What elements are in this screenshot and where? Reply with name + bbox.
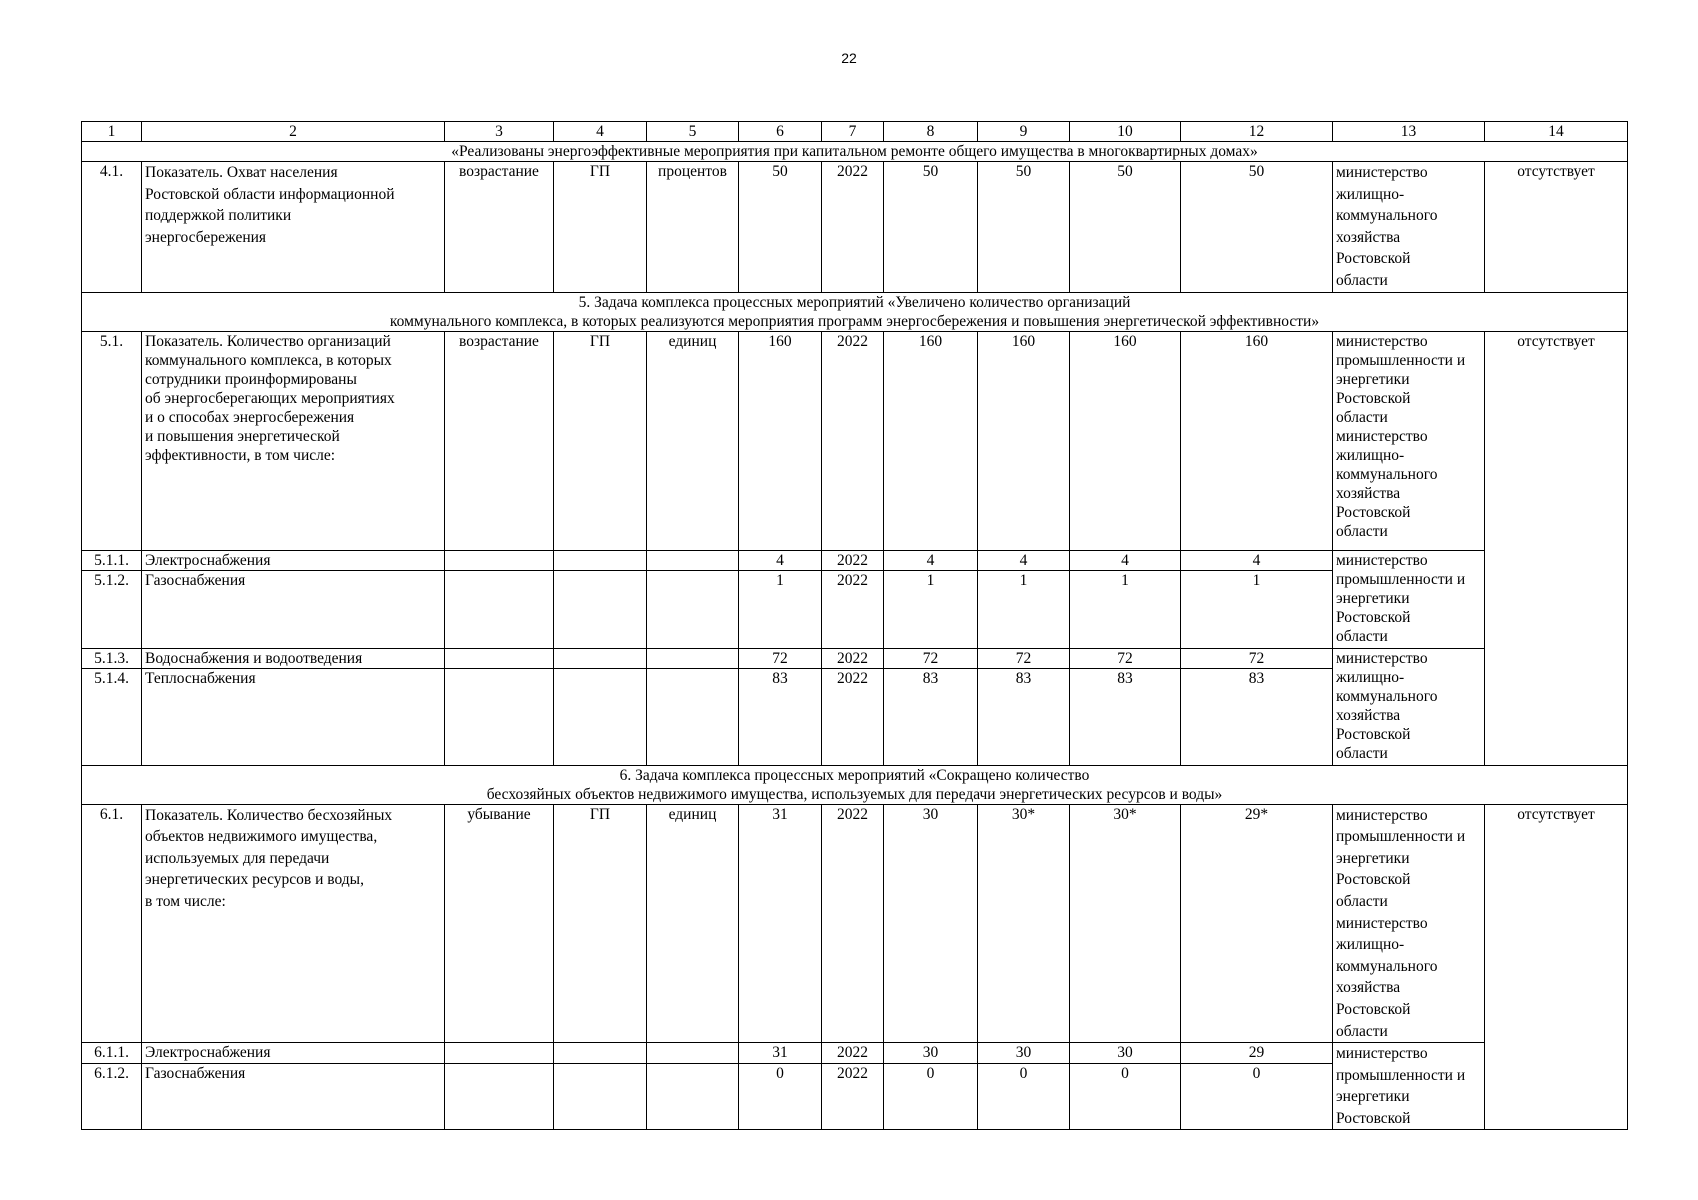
text-line: коммунального комплекса, в которых xyxy=(145,351,392,369)
indicator-name: Водоснабжения и водоотведения xyxy=(142,648,445,668)
row-number: 5.1.3. xyxy=(82,648,142,668)
base-value: 31 xyxy=(739,1043,822,1064)
value-cell: 30* xyxy=(978,804,1070,1043)
table-row xyxy=(82,331,1628,550)
text-line: области xyxy=(1336,744,1388,762)
header-cell: 10 xyxy=(1070,122,1181,142)
base-year: 2022 xyxy=(822,1043,884,1064)
section-title-line: коммунального комплекса, в которых реализуются мероприятия программ энергосбережения и повышения энергетической эффективности» xyxy=(389,312,1320,330)
header-cell: 6 xyxy=(739,122,822,142)
base-year: 2022 xyxy=(822,668,884,765)
text-line: используемых для передачи xyxy=(145,849,330,867)
indicator-name: Газоснабжения xyxy=(142,1064,445,1130)
row-number: 6.1.2. xyxy=(82,1064,142,1130)
base-year: 2022 xyxy=(822,331,884,550)
section-title xyxy=(82,292,1628,331)
base-value: 50 xyxy=(739,162,822,293)
table-row xyxy=(82,648,1628,668)
text-line: министерство xyxy=(1336,914,1428,932)
section-title xyxy=(82,765,1628,804)
text-line: хозяйства xyxy=(1336,228,1401,246)
value-cell: 0 xyxy=(884,1064,978,1130)
row-number: 4.1. xyxy=(82,162,142,293)
value-cell: 83 xyxy=(1070,668,1181,765)
empty-cell xyxy=(554,550,647,570)
empty-cell xyxy=(554,648,647,668)
text-line: министерство xyxy=(1336,806,1428,824)
indicator-name xyxy=(142,162,445,293)
table-row xyxy=(82,550,1628,570)
value-cell: 4 xyxy=(1070,550,1181,570)
value-cell: 30 xyxy=(1070,1043,1181,1064)
row-number: 5.1.4. xyxy=(82,668,142,765)
text-line: и повышения энергетической xyxy=(145,427,340,445)
text-line: промышленности и xyxy=(1336,351,1466,369)
text-line: Ростовской xyxy=(1336,250,1411,268)
text-line: в том числе: xyxy=(145,892,226,910)
value-cell: 1 xyxy=(1181,570,1333,648)
indicator-name: Газоснабжения xyxy=(142,570,445,648)
header-cell: 9 xyxy=(978,122,1070,142)
header-row xyxy=(82,122,1628,142)
value-cell: 50 xyxy=(884,162,978,293)
value-cell: 30 xyxy=(978,1043,1070,1064)
text-line: жилищно- xyxy=(1336,185,1405,203)
trend-cell: возрастание xyxy=(445,331,554,550)
base-year: 2022 xyxy=(822,1064,884,1130)
text-line: энергетики xyxy=(1336,849,1410,867)
header-cell: 5 xyxy=(647,122,739,142)
responsible-cell xyxy=(1333,550,1485,648)
header-cell: 13 xyxy=(1333,122,1485,142)
indicator-name: Электроснабжения xyxy=(142,1043,445,1064)
text-line: коммунального xyxy=(1336,957,1438,975)
value-cell: 30 xyxy=(884,804,978,1043)
header-cell: 4 xyxy=(554,122,647,142)
text-line: министерство xyxy=(1336,332,1428,350)
text-line: министерство xyxy=(1336,551,1428,569)
empty-cell xyxy=(647,668,739,765)
unit-cell: единиц xyxy=(647,331,739,550)
value-cell: 0 xyxy=(1070,1064,1181,1130)
level-cell: ГП xyxy=(554,162,647,293)
value-cell: 83 xyxy=(884,668,978,765)
text-line: энергетики xyxy=(1336,589,1410,607)
row-number: 6.1.1. xyxy=(82,1043,142,1064)
text-line: Показатель. Количество организаций xyxy=(145,332,391,350)
empty-cell xyxy=(445,1064,554,1130)
base-value: 31 xyxy=(739,804,822,1043)
text-line: области xyxy=(1336,522,1388,540)
value-cell: 50 xyxy=(1070,162,1181,293)
empty-cell xyxy=(554,668,647,765)
section-title-line: 5. Задача комплекса процессных мероприятий «Увеличено количество организаций xyxy=(578,293,1131,311)
base-value: 160 xyxy=(739,331,822,550)
trend-cell: убывание xyxy=(445,804,554,1043)
value-cell: 72 xyxy=(884,648,978,668)
text-line: Ростовской xyxy=(1336,725,1411,743)
value-cell: 29 xyxy=(1181,1043,1333,1064)
base-value: 0 xyxy=(739,1064,822,1130)
header-cell: 7 xyxy=(822,122,884,142)
value-cell: 72 xyxy=(1181,648,1333,668)
text-line: объектов недвижимого имущества, xyxy=(145,828,378,846)
text-line: и о способах энергосбережения xyxy=(145,408,355,426)
text-line: области xyxy=(1336,627,1388,645)
base-value: 1 xyxy=(739,570,822,648)
empty-cell xyxy=(647,1043,739,1064)
text-line: Ростовской xyxy=(1336,608,1411,626)
table-row xyxy=(82,162,1628,293)
base-year: 2022 xyxy=(822,570,884,648)
text-line: промышленности и xyxy=(1336,828,1466,846)
text-line: Ростовской xyxy=(1336,1109,1411,1127)
indicators-table xyxy=(81,121,1628,1130)
value-cell: 83 xyxy=(1181,668,1333,765)
text-line: промышленности и xyxy=(1336,1066,1466,1084)
base-value: 83 xyxy=(739,668,822,765)
section-title-row xyxy=(82,142,1628,162)
page-number: 22 xyxy=(841,50,857,66)
text-line: хозяйства xyxy=(1336,979,1401,997)
base-year: 2022 xyxy=(822,804,884,1043)
text-line: об энергосберегающих мероприятиях xyxy=(145,389,395,407)
info-cell: отсутствует xyxy=(1485,162,1628,293)
text-line: министерство xyxy=(1336,1045,1428,1063)
header-cell: 1 xyxy=(82,122,142,142)
section-title-row xyxy=(82,292,1628,331)
row-number: 6.1. xyxy=(82,804,142,1043)
header-cell: 12 xyxy=(1181,122,1333,142)
base-year: 2022 xyxy=(822,162,884,293)
header-cell: 14 xyxy=(1485,122,1628,142)
text-line: Ростовской xyxy=(1336,871,1411,889)
text-line: Показатель. Количество бесхозяйных xyxy=(145,806,393,824)
responsible-cell xyxy=(1333,162,1485,293)
text-line: энергетики xyxy=(1336,370,1410,388)
text-line: области xyxy=(1336,1022,1388,1040)
empty-cell xyxy=(647,1064,739,1130)
header-cell: 2 xyxy=(142,122,445,142)
text-line: министерство xyxy=(1336,164,1428,181)
section-title-line: бесхозяйных объектов недвижимого имущества, используемых для передачи энергетических ресурсов и воды» xyxy=(486,785,1223,803)
value-cell: 0 xyxy=(978,1064,1070,1130)
text-line: хозяйства xyxy=(1336,484,1401,502)
text-line: энергетики xyxy=(1336,1088,1410,1106)
text-line: хозяйства xyxy=(1336,706,1401,724)
value-cell: 83 xyxy=(978,668,1070,765)
responsible-cell xyxy=(1333,331,1485,550)
empty-cell xyxy=(554,1043,647,1064)
row-number: 5.1. xyxy=(82,331,142,550)
table-row xyxy=(82,1043,1628,1064)
value-cell: 50 xyxy=(978,162,1070,293)
unit-cell: процентов xyxy=(647,162,739,293)
base-year: 2022 xyxy=(822,550,884,570)
responsible-cell xyxy=(1333,648,1485,765)
indicator-name xyxy=(142,804,445,1043)
text-line: коммунального xyxy=(1336,207,1438,225)
table-row xyxy=(82,804,1628,1043)
text-line: жилищно- xyxy=(1336,668,1405,686)
section-title-line: 6. Задача комплекса процессных мероприятий «Сокращено количество xyxy=(619,766,1090,784)
info-cell: отсутствует xyxy=(1485,331,1628,765)
value-cell: 160 xyxy=(978,331,1070,550)
responsible-cell xyxy=(1333,1043,1485,1130)
header-cell: 8 xyxy=(884,122,978,142)
value-cell: 30* xyxy=(1070,804,1181,1043)
value-cell: 1 xyxy=(1070,570,1181,648)
value-cell: 29* xyxy=(1181,804,1333,1043)
empty-cell xyxy=(445,648,554,668)
value-cell: 1 xyxy=(978,570,1070,648)
info-cell: отсутствует xyxy=(1485,804,1628,1130)
value-cell: 160 xyxy=(884,331,978,550)
row-number: 5.1.1. xyxy=(82,550,142,570)
text-line: коммунального xyxy=(1336,687,1438,705)
base-year: 2022 xyxy=(822,648,884,668)
level-cell: ГП xyxy=(554,804,647,1043)
base-value: 4 xyxy=(739,550,822,570)
responsible-cell xyxy=(1333,804,1485,1043)
empty-cell xyxy=(445,668,554,765)
indicator-name xyxy=(142,331,445,550)
row-number: 5.1.2. xyxy=(82,570,142,648)
trend-cell: возрастание xyxy=(445,162,554,293)
empty-cell xyxy=(445,570,554,648)
text-line: области xyxy=(1336,408,1388,426)
text-line: Показатель. Охват населения xyxy=(145,164,338,181)
text-line: энергетических ресурсов и воды, xyxy=(145,871,364,889)
text-line: сотрудники проинформированы xyxy=(145,370,357,388)
text-line: Ростовской области информационной xyxy=(145,185,395,203)
empty-cell xyxy=(554,570,647,648)
unit-cell: единиц xyxy=(647,804,739,1043)
header-cell: 3 xyxy=(445,122,554,142)
text-line: министерство xyxy=(1336,427,1428,445)
value-cell: 4 xyxy=(1181,550,1333,570)
text-line: жилищно- xyxy=(1336,446,1405,464)
value-cell: 160 xyxy=(1070,331,1181,550)
indicator-name: Электроснабжения xyxy=(142,550,445,570)
text-line: министерство xyxy=(1336,649,1428,667)
value-cell: 160 xyxy=(1181,331,1333,550)
empty-cell xyxy=(445,550,554,570)
empty-cell xyxy=(647,570,739,648)
text-line: коммунального xyxy=(1336,465,1438,483)
text-line: энергосбережения xyxy=(145,228,267,246)
value-cell: 50 xyxy=(1181,162,1333,293)
section-title-row xyxy=(82,765,1628,804)
empty-cell xyxy=(647,550,739,570)
base-value: 72 xyxy=(739,648,822,668)
text-line: поддержкой политики xyxy=(145,207,292,225)
level-cell: ГП xyxy=(554,331,647,550)
text-line: промышленности и xyxy=(1336,570,1466,588)
value-cell: 30 xyxy=(884,1043,978,1064)
text-line: Ростовской xyxy=(1336,503,1411,521)
value-cell: 72 xyxy=(978,648,1070,668)
value-cell: 4 xyxy=(884,550,978,570)
indicator-name: Теплоснабжения xyxy=(142,668,445,765)
value-cell: 0 xyxy=(1181,1064,1333,1130)
text-line: Ростовской xyxy=(1336,389,1411,407)
text-line: эффективности, в том числе: xyxy=(145,446,336,464)
text-line: Ростовской xyxy=(1336,1000,1411,1018)
empty-cell xyxy=(647,648,739,668)
text-line: области xyxy=(1336,892,1388,910)
section-title: «Реализованы энергоэффективные мероприятия при капитальном ремонте общего имущества в многоквартирных домах» xyxy=(82,142,1628,162)
value-cell: 72 xyxy=(1070,648,1181,668)
value-cell: 4 xyxy=(978,550,1070,570)
value-cell: 1 xyxy=(884,570,978,648)
empty-cell xyxy=(554,1064,647,1130)
text-line: жилищно- xyxy=(1336,936,1405,954)
text-line: области xyxy=(1336,271,1388,289)
empty-cell xyxy=(445,1043,554,1064)
